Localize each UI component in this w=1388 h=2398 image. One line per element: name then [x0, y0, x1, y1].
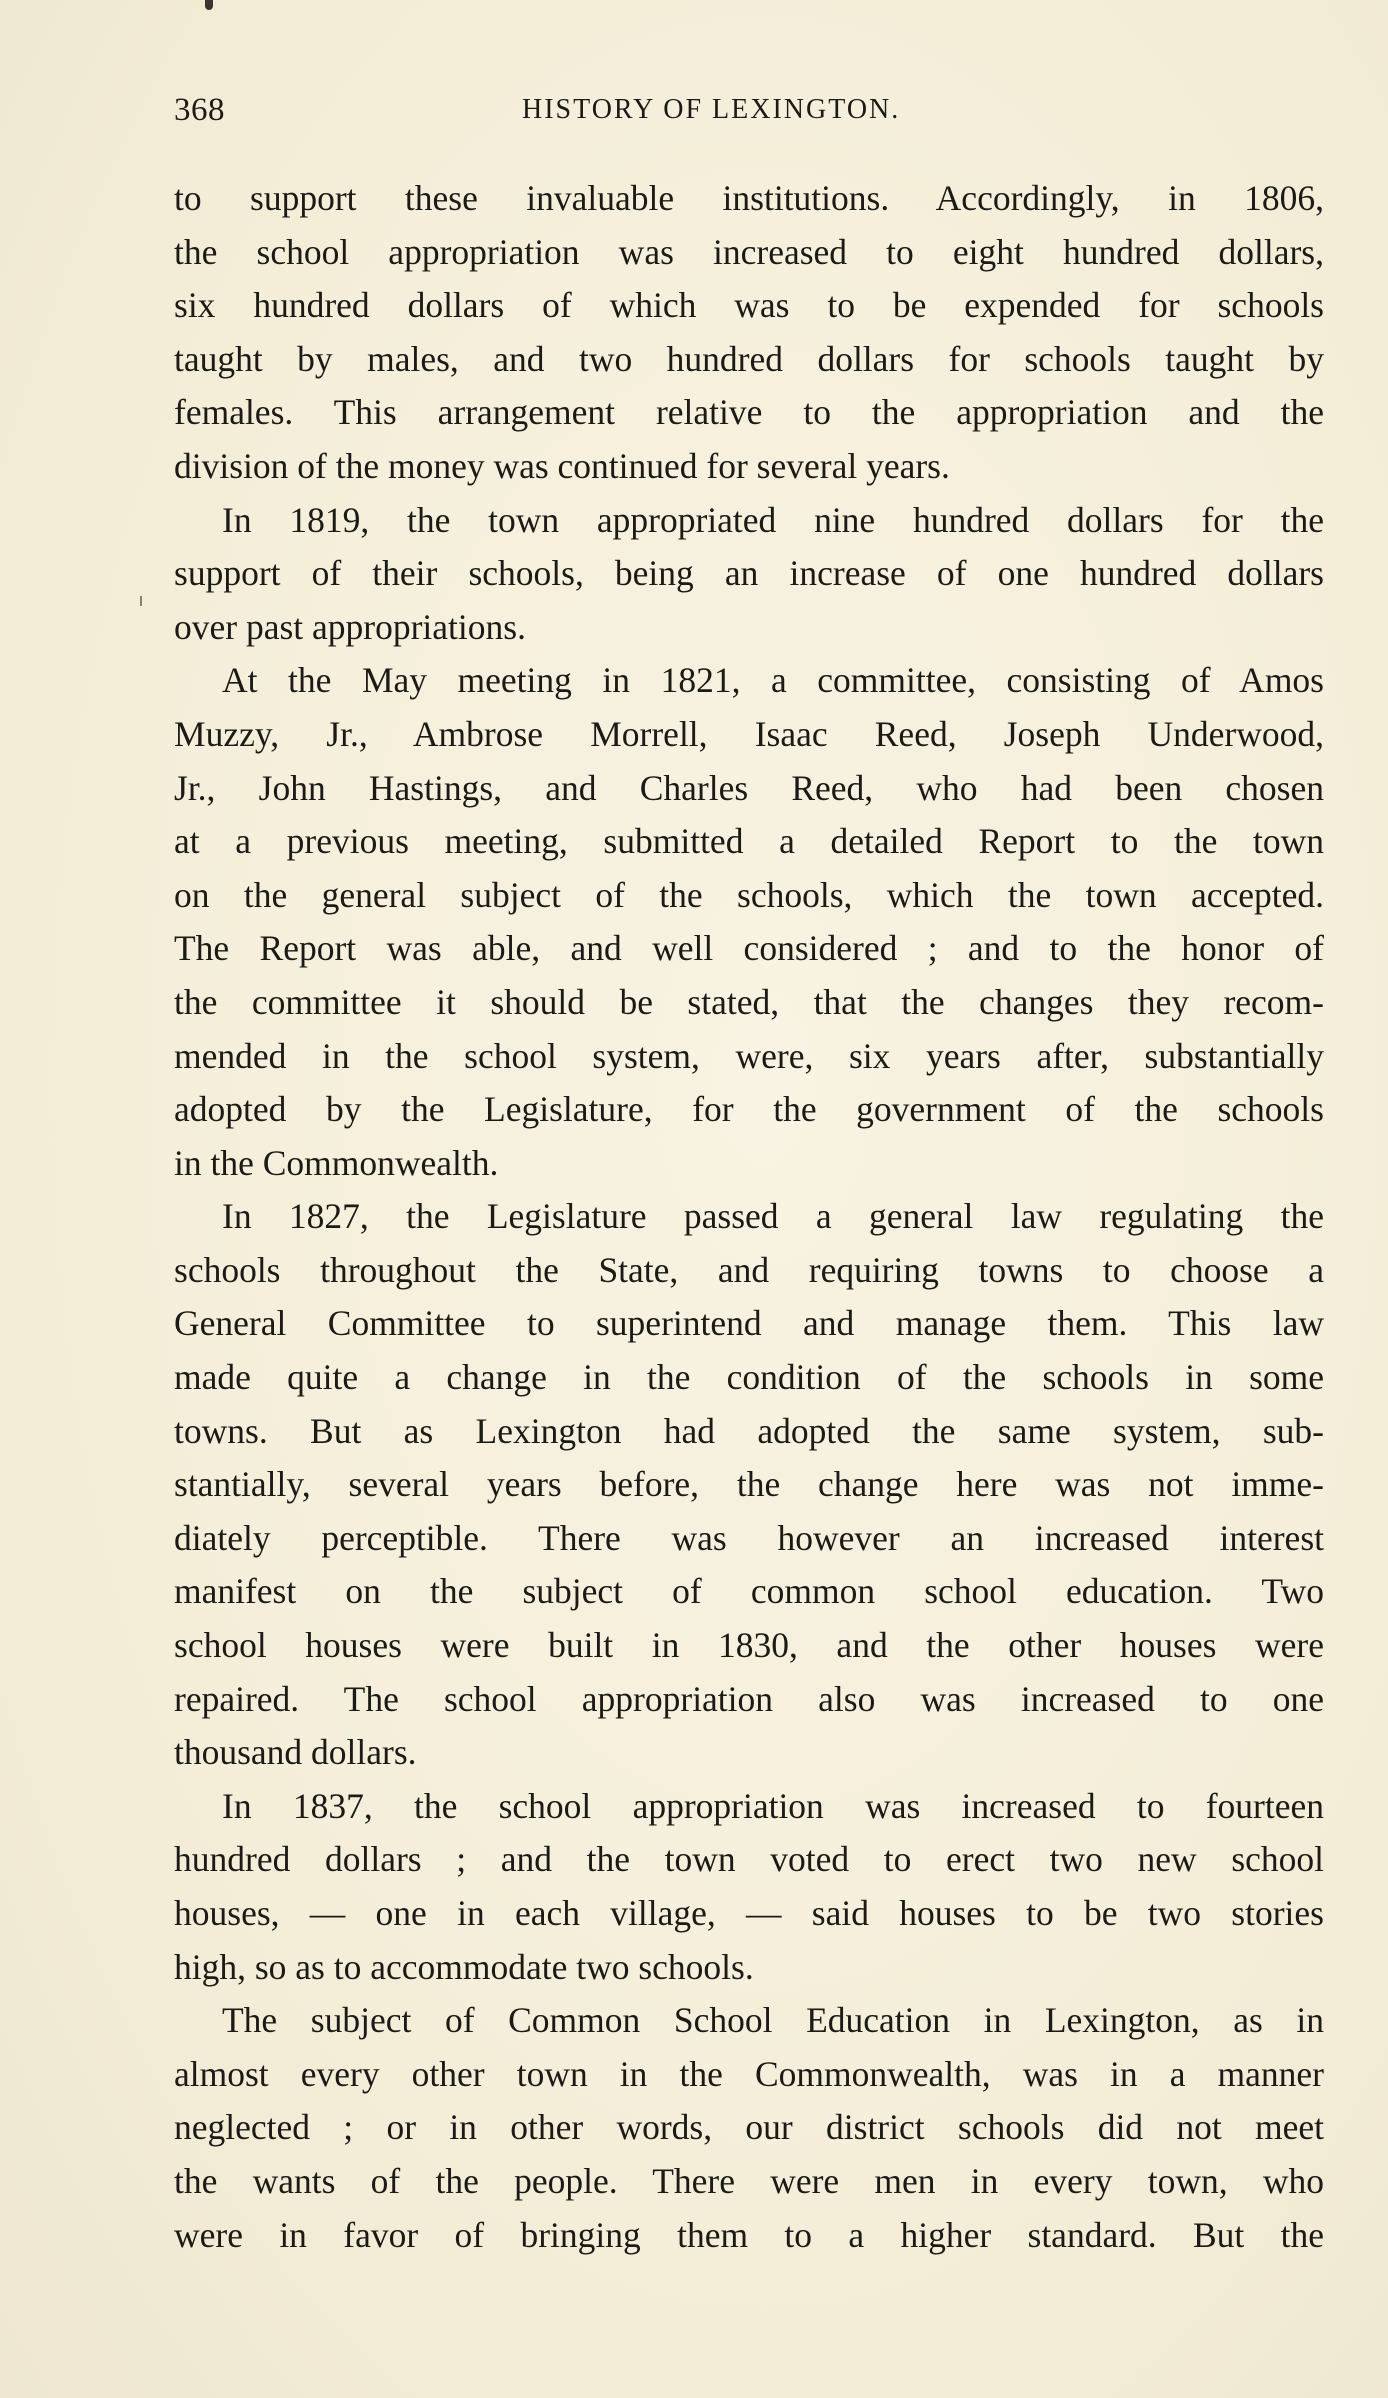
- text-line: stantially, several years before, the change here was not imme-: [174, 1464, 1324, 1505]
- paragraph-start-line: In 1827, the Legislature passed a general law regulating the: [222, 1196, 1324, 1237]
- body-text: [174, 172, 1324, 2262]
- text-line: over past appropriations.: [174, 606, 526, 647]
- page-number: 368: [174, 92, 225, 128]
- text-line: adopted by the Legislature, for the government of the schools: [174, 1089, 1324, 1130]
- text-line: in the Commonwealth.: [174, 1142, 499, 1183]
- text-line: were in favor of bringing them to a higher standard. But the: [174, 2214, 1324, 2255]
- paragraph-start-line: At the May meeting in 1821, a committee, consisting of Amos: [222, 660, 1324, 701]
- text-line: schools throughout the State, and requiring towns to choose a: [174, 1249, 1324, 1290]
- paragraph-start-line: The subject of Common School Education in Lexington, as in: [222, 2000, 1324, 2041]
- running-head: HISTORY OF LEXINGTON.: [522, 94, 901, 125]
- text-line: Muzzy, Jr., Ambrose Morrell, Isaac Reed, Joseph Underwood,: [174, 713, 1324, 754]
- paragraph-start-line: In 1819, the town appropriated nine hundred dollars for the: [222, 499, 1324, 540]
- text-line: at a previous meeting, submitted a detailed Report to the town: [174, 821, 1324, 862]
- text-line: manifest on the subject of common school education. Two: [174, 1571, 1324, 1612]
- text-line: school houses were built in 1830, and the other houses were: [174, 1625, 1324, 1666]
- text-line: General Committee to superintend and manage them. This law: [174, 1303, 1324, 1344]
- text-line: six hundred dollars of which was to be expended for schools: [174, 285, 1324, 326]
- text-line: division of the money was continued for several years.: [174, 445, 950, 486]
- text-line: hundred dollars ; and the town voted to erect two new school: [174, 1839, 1324, 1880]
- text-line: The Report was able, and well considered ; and to the honor of: [174, 928, 1324, 969]
- paragraph-start-line: In 1837, the school appropriation was increased to fourteen: [222, 1785, 1324, 1826]
- text-line: made quite a change in the condition of the schools in some: [174, 1357, 1324, 1398]
- text-line: neglected ; or in other words, our district schools did not meet: [174, 2107, 1324, 2148]
- text-line: thousand dollars.: [174, 1732, 417, 1773]
- margin-mark: [140, 596, 142, 606]
- text-line: females. This arrangement relative to the appropriation and the: [174, 392, 1324, 433]
- text-line: on the general subject of the schools, which the town accepted.: [174, 874, 1324, 915]
- text-line: taught by males, and two hundred dollars for schools taught by: [174, 338, 1324, 379]
- text-line: the school appropriation was increased to eight hundred dollars,: [174, 231, 1324, 272]
- text-line: the wants of the people. There were men in every town, who: [174, 2160, 1324, 2201]
- print-mark: [205, 0, 213, 10]
- text-line: repaired. The school appropriation also was increased to one: [174, 1678, 1324, 1719]
- text-line: mended in the school system, were, six years after, substantially: [174, 1035, 1324, 1076]
- text-line: towns. But as Lexington had adopted the same system, sub-: [174, 1410, 1324, 1451]
- page-header: [174, 92, 1322, 132]
- text-line: Jr., John Hastings, and Charles Reed, who had been chosen: [174, 767, 1324, 808]
- text-line: the committee it should be stated, that the changes they recom-: [174, 981, 1324, 1022]
- text-line: houses, — one in each village, — said houses to be two stories: [174, 1893, 1324, 1933]
- text-line: high, so as to accommodate two schools.: [174, 1946, 754, 1987]
- text-line: to support these invaluable institutions. Accordingly, in 1806,: [174, 178, 1324, 218]
- text-line: almost every other town in the Commonwealth, was in a manner: [174, 2053, 1324, 2094]
- text-line: support of their schools, being an increase of one hundred dollars: [174, 553, 1324, 594]
- text-line: diately perceptible. There was however an increased interest: [174, 1517, 1324, 1558]
